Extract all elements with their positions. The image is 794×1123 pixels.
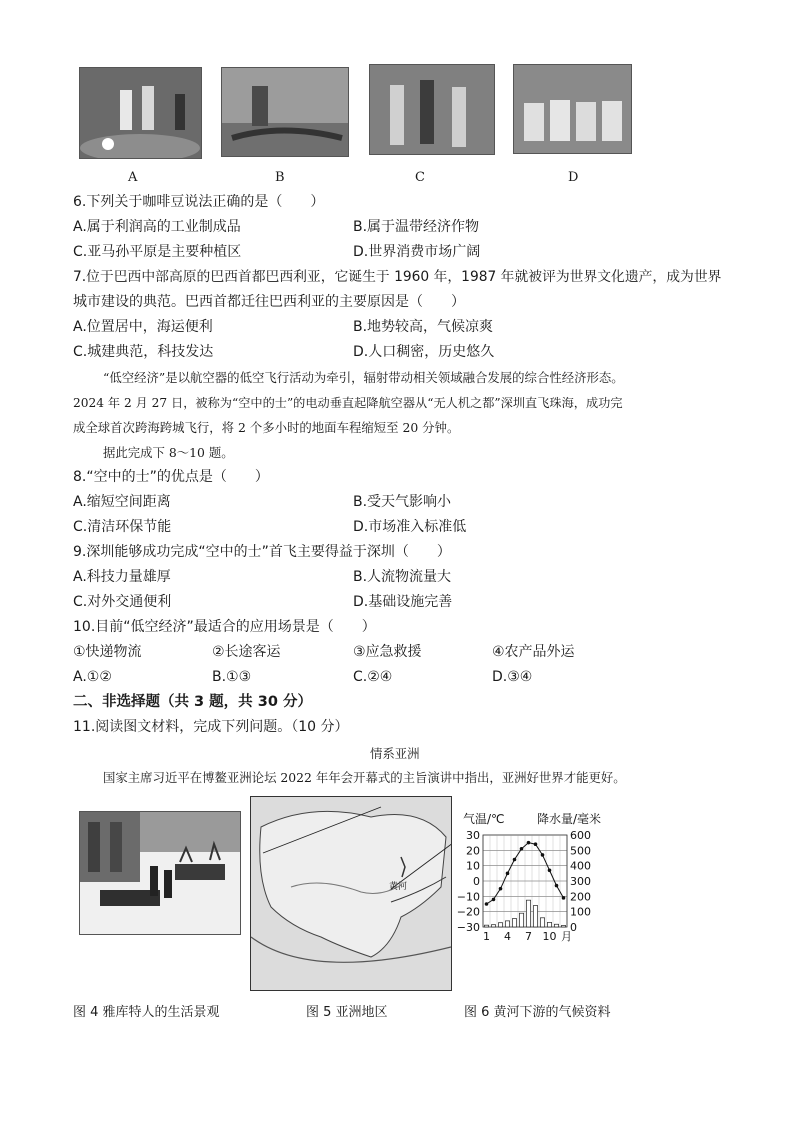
precipitation-bar [533,906,537,927]
precipitation-bar [505,921,509,927]
q10-statement-4: ④农产品外运 [492,644,575,660]
temperature-tick-label: −10 [456,890,480,904]
climate-chart-svg [455,805,605,950]
q9-option-d: D.基础设施完善 [353,594,453,610]
temperature-point [534,842,538,846]
temperature-tick-label: −20 [456,905,480,919]
temperature-tick-label: 20 [466,844,480,858]
figure4-yakut-photo [79,811,241,935]
photo-d-drums [513,64,632,154]
photo-label-c: C [415,170,425,185]
q6-stem: 6.下列关于咖啡豆说法正确的是（ ） [73,194,325,210]
month-tick-label: 7 [525,930,532,943]
material-title: 情系亚洲 [370,746,420,761]
q7-option-d: D.人口稠密，历史悠久 [353,344,495,360]
q7-option-c: C.城建典范，科技发达 [73,344,214,360]
q8-stem: 8.“空中的士”的优点是（ ） [73,469,269,485]
figure6-caption: 图 6 黄河下游的气候资料 [464,1005,611,1020]
photo-label-d: D [568,170,579,185]
section2-heading: 二、非选择题（共 3 题，共 30 分） [73,694,312,710]
q8-option-c: C.清洁环保节能 [73,519,172,535]
q10-statement-3: ③应急救援 [353,644,422,660]
q9-option-a: A.科技力量雄厚 [73,569,171,585]
temperature-point [555,884,559,888]
temperature-tick-label: 10 [466,859,480,873]
temperature-tick-label: 0 [473,875,480,888]
q10-option-a: A.①② [73,669,112,685]
q10-option-b: B.①③ [212,669,252,685]
precipitation-tick-label: 0 [570,921,577,934]
q9-option-b: B.人流物流量大 [353,569,452,585]
q7-option-b: B.地势较高，气候凉爽 [353,319,494,335]
precipitation-tick-label: 400 [570,859,591,873]
precipitation-bar [526,900,530,927]
precipitation-tick-label: 200 [570,890,591,904]
precipitation-tick-label: 300 [570,875,591,888]
temperature-point [513,858,517,862]
passage-line1: “低空经济”是以航空器的低空飞行活动为牵引，辐射带动相关领域融合发展的综合性经济形态。 [103,370,624,385]
q7-stem-line2: 城市建设的典范。巴西首都迁往巴西利亚的主要原因是（ ） [73,294,465,310]
q10-statement-2: ②长途客运 [212,644,281,660]
photo-a-football [79,67,202,159]
temperature-point [499,887,503,891]
q9-option-c: C.对外交通便利 [73,594,172,610]
precipitation-bar [498,923,502,927]
q8-option-b: B.受天气影响小 [353,494,452,510]
temperature-point [541,853,545,857]
month-tick-label: 10 [542,930,557,943]
temperature-point [527,841,531,845]
temperature-point [548,868,552,872]
q10-statement-1: ①快递物流 [73,644,142,660]
figure5-caption: 图 5 亚洲地区 [306,1005,388,1020]
precipitation-bar [540,918,544,927]
figure5-asia-map [250,796,452,991]
month-tick-label: 4 [504,930,511,943]
passage-line3: 成全球首次跨海跨城飞行，将 2 个多小时的地面车程缩短至 20 分钟。 [73,420,460,435]
photo-label-a: A [128,170,138,185]
left-axis-title: 气温/℃ [463,812,505,826]
precipitation-bar [547,922,551,927]
map-label-huanghe: 黄河 [389,882,408,892]
temperature-tick-label: −30 [456,921,480,934]
temperature-point [492,898,496,902]
q11-stem: 11.阅读图文材料，完成下列问题。（10 分） [73,719,349,735]
temperature-tick-label: 30 [466,829,480,842]
precipitation-bar [484,925,488,927]
q7-stem-line1: 7.位于巴西中部高原的巴西首都巴西利亚，它诞生于 1960 年，1987 年就被评为世界文化遗产，成为世界 [73,269,722,285]
q9-stem: 9.深圳能够成功完成“空中的士”首飞主要得益于深圳（ ） [73,544,451,560]
photo-label-b: B [275,170,285,185]
q10-option-c: C.②④ [353,669,393,685]
passage-line4: 据此完成下 8～10 题。 [103,445,234,460]
right-axis-title: 降水量/毫米 [537,812,602,826]
precipitation-bar [512,919,516,927]
q8-option-d: D.市场准入标准低 [353,519,467,535]
material-intro: 国家主席习近平在博鳌亚洲论坛 2022 年年会开幕式的主旨演讲中指出，亚洲好世界才能更好。 [103,770,626,785]
q6-option-c: C.亚马孙平原是主要种植区 [73,244,242,260]
photo-b-drum-ceremony [221,67,349,157]
precipitation-tick-label: 500 [570,844,591,858]
precipitation-bar [491,925,495,927]
precipitation-bar [554,924,558,927]
figure6-climate-chart [455,805,605,950]
month-tick-label: 1 [483,930,490,943]
precipitation-tick-label: 100 [570,905,591,919]
figure4-caption: 图 4 雅库特人的生活景观 [73,1005,220,1020]
q6-option-b: B.属于温带经济作物 [353,219,480,235]
q6-option-d: D.世界消费市场广阔 [353,244,481,260]
q10-stem: 10.目前“低空经济”最适合的应用场景是（ ） [73,619,376,635]
q8-option-a: A.缩短空间距离 [73,494,171,510]
temperature-point [562,896,566,900]
q7-option-a: A.位置居中，海运便利 [73,319,213,335]
q6-option-a: A.属于利润高的工业制成品 [73,219,241,235]
temperature-point [506,872,510,876]
temperature-point [485,902,489,906]
temperature-point [520,847,524,851]
q10-option-d: D.③④ [492,669,533,685]
month-unit-label: 月 [561,930,572,943]
precipitation-bar [519,913,523,927]
passage-line2: 2024 年 2 月 27 日，被称为“空中的士”的电动垂直起降航空器从“无人机之都”深圳直飞珠海，成功完 [73,396,623,410]
photo-c-costumed-people [369,64,495,155]
precipitation-tick-label: 600 [570,829,591,842]
precipitation-bar [561,925,565,927]
